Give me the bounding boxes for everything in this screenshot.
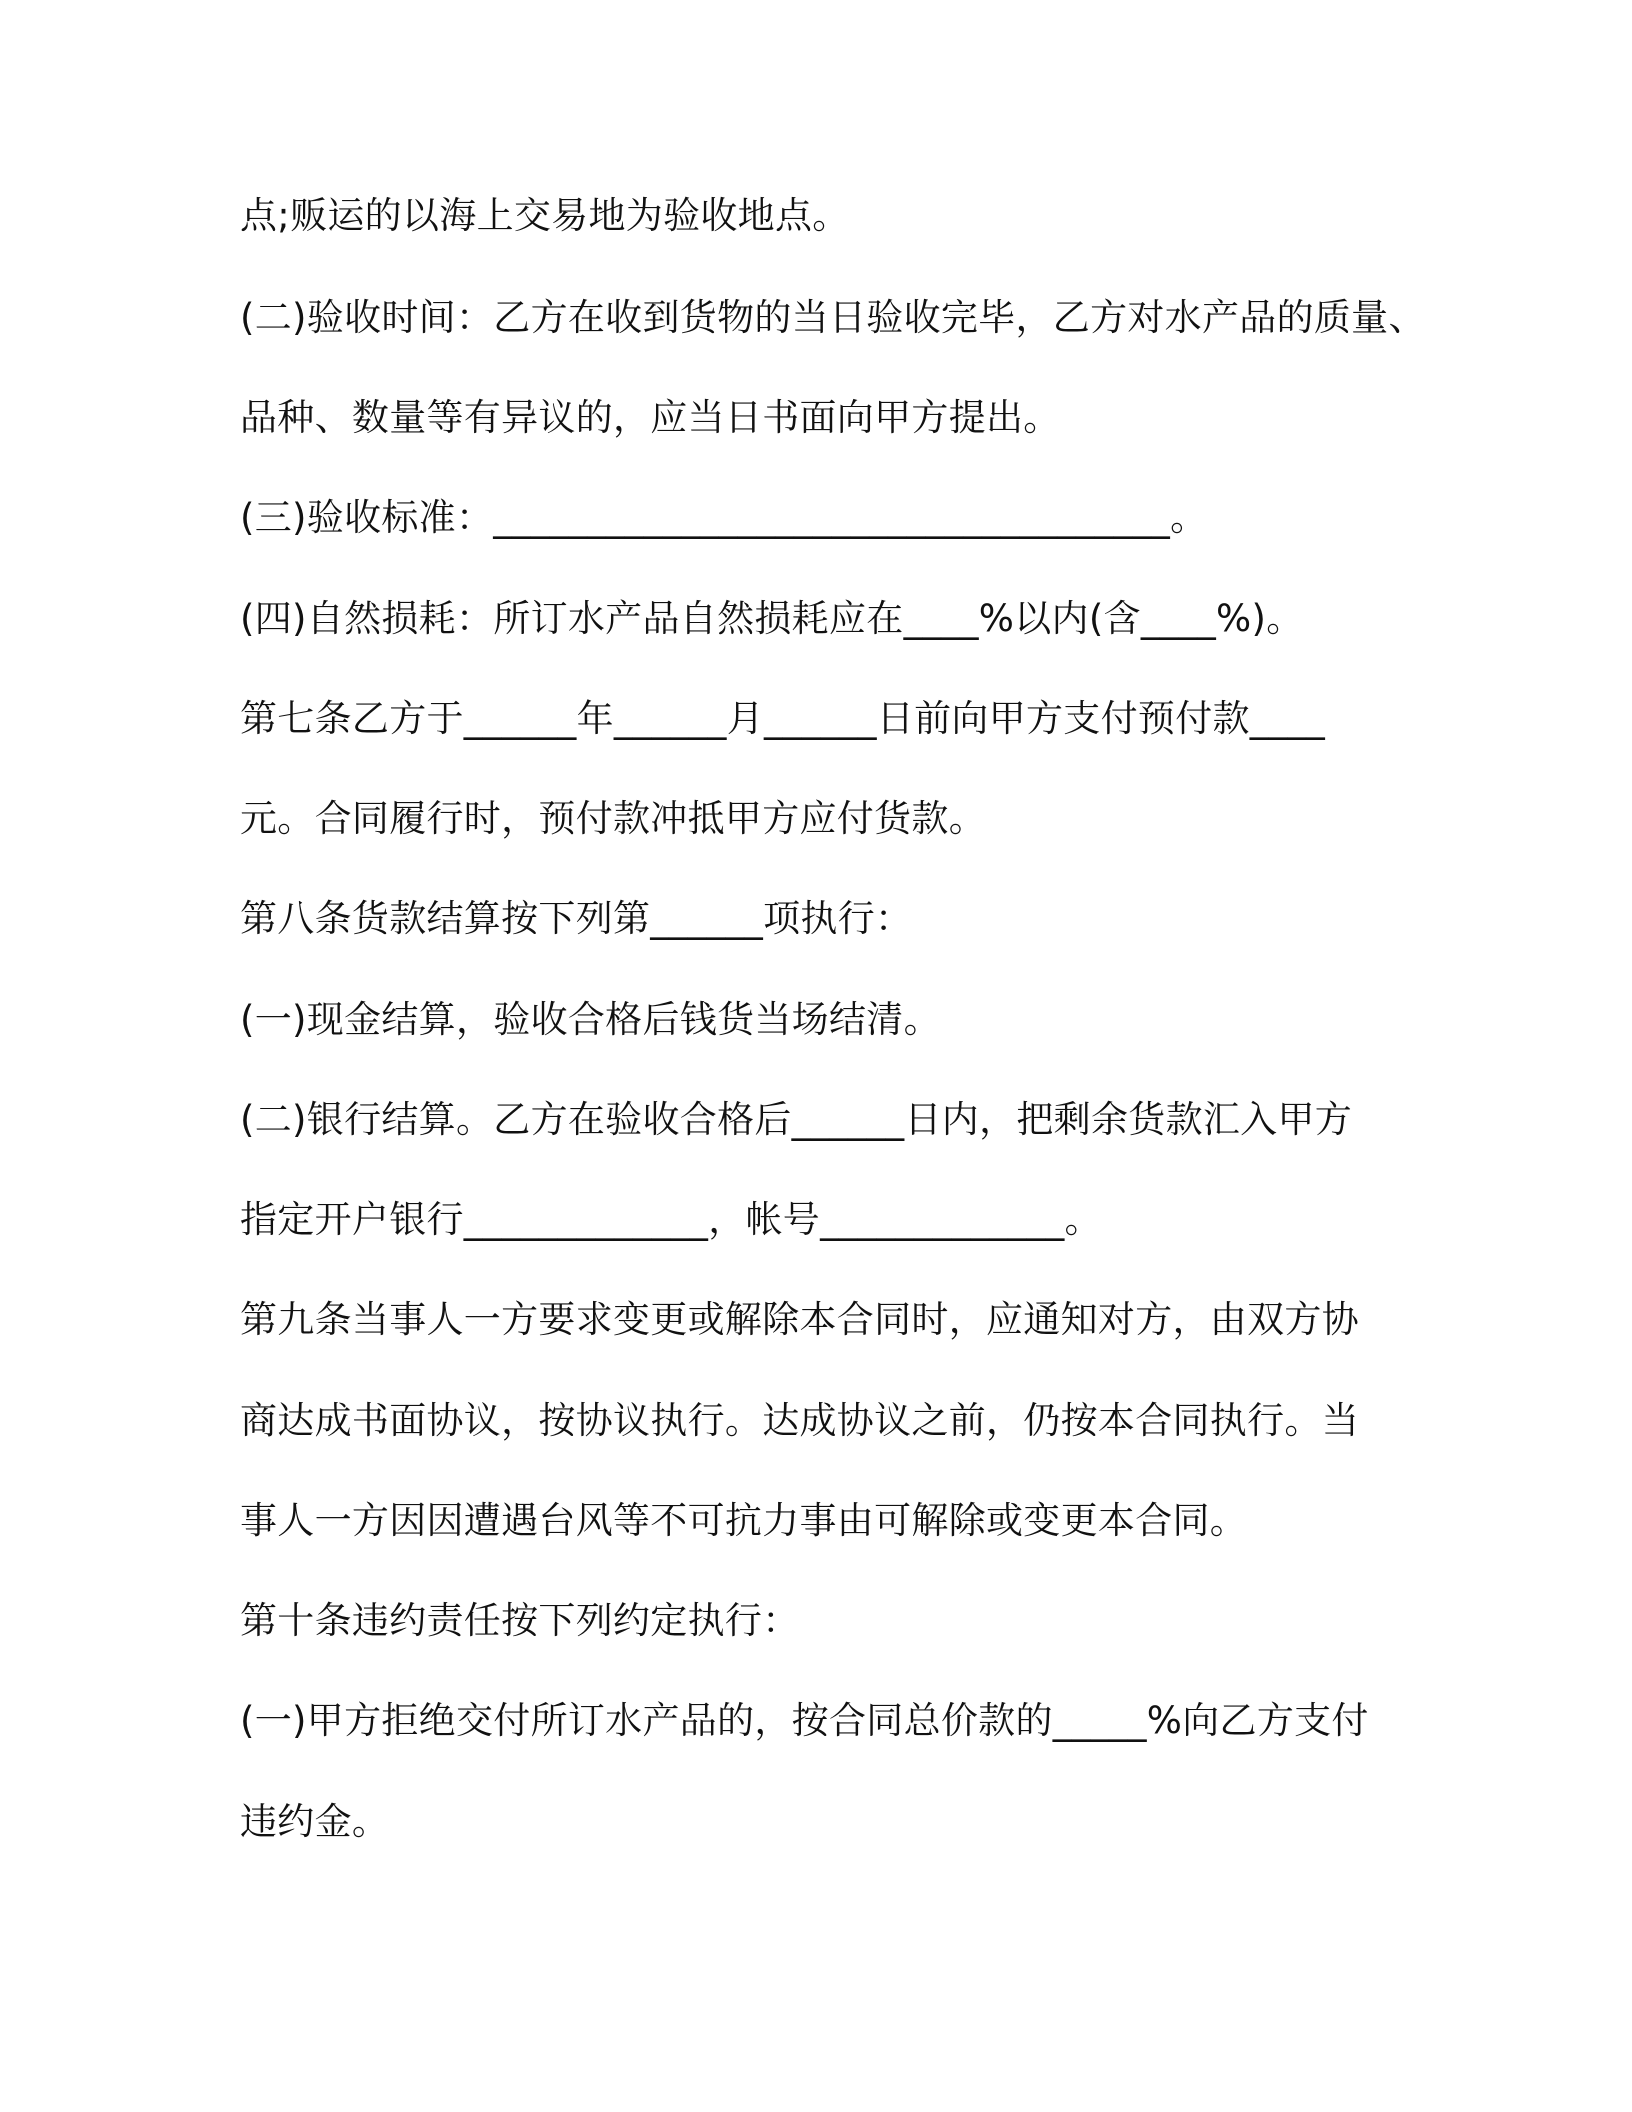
text-line: (三)验收标准：____________________________________。 [240,496,1208,539]
text-line: 违约金。 [240,1800,390,1843]
text-line: 点;贩运的以海上交易地为验收地点。 [240,194,850,237]
text-line: 品种、数量等有异议的，应当日书面向甲方提出。 [240,396,1061,439]
text-line: 事人一方因因遭遇台风等不可抗力事由可解除或变更本合同。 [240,1499,1248,1542]
text-line: (一)甲方拒绝交付所订水产品的，按合同总价款的_____%向乙方支付 [240,1699,1369,1742]
text-line: 商达成书面协议，按协议执行。达成协议之前，仍按本合同执行。当 [240,1399,1359,1442]
text-line: 第八条货款结算按下列第______项执行： [240,897,913,940]
text-line: (二)验收时间：乙方在收到货物的当日验收完毕，乙方对水产品的质量、 [240,296,1426,339]
text-line: (一)现金结算，验收合格后钱货当场结清。 [240,998,941,1041]
text-line: 指定开户银行_____________，帐号_____________。 [240,1198,1102,1241]
text-line: 元。合同履行时，预付款冲抵甲方应付货款。 [240,797,986,840]
text-line: (四)自然损耗：所订水产品自然损耗应在____%以内(含____%)。 [240,597,1304,640]
text-line: (二)银行结算。乙方在验收合格后______日内，把剩余货款汇入甲方 [240,1098,1353,1141]
text-line: 第九条当事人一方要求变更或解除本合同时，应通知对方，由双方协 [240,1298,1359,1341]
text-line: 第十条违约责任按下列约定执行： [240,1599,800,1642]
text-line: 第七条乙方于______年______月______日前向甲方支付预付款____ [240,697,1325,740]
